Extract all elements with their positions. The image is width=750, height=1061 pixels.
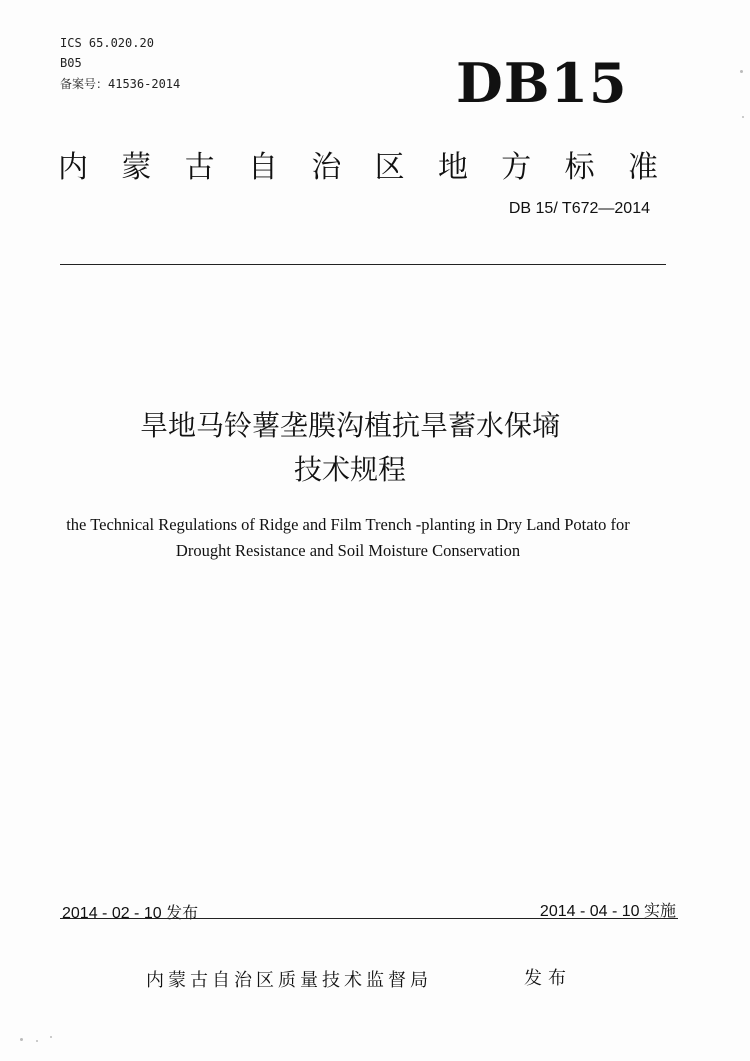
category-char: 蒙	[121, 150, 152, 185]
category-char: 自	[247, 150, 278, 185]
issue-date: 2014 - 02 - 10 发布	[62, 905, 199, 922]
scan-artifact	[36, 1040, 38, 1042]
standard-code-logo: DB15	[456, 51, 628, 115]
filing-number: 备案号：41536-2014	[60, 77, 181, 91]
scan-artifact	[20, 1038, 23, 1041]
implementation-date: 2014 - 04 - 10 实施	[539, 903, 676, 920]
category-char: 方	[501, 150, 532, 185]
english-title-line-2: Drought Resistance and Soil Moisture Conservation	[175, 541, 521, 560]
category-char: 治	[311, 150, 342, 185]
ics-code: ICS 65.020.20	[60, 36, 154, 50]
category-char: 地	[437, 150, 468, 185]
chinese-title-line-1: 旱地马铃薯垄膜沟植抗旱蓄水保墒	[139, 409, 560, 442]
bottom-divider	[60, 918, 678, 919]
category-char: 古	[184, 150, 215, 185]
chinese-title-line-2: 技术规程	[293, 453, 406, 486]
top-divider	[60, 264, 666, 265]
scan-artifact	[50, 1036, 52, 1038]
chinese-title	[0, 404, 700, 492]
scan-artifact	[740, 70, 743, 73]
category-char: 区	[374, 150, 405, 185]
english-title	[0, 512, 696, 564]
standard-number: DB 15/ T672—2014	[508, 200, 650, 217]
category-char: 内	[58, 150, 88, 185]
category-char: 准	[627, 150, 658, 185]
issuing-authority: 内蒙古自治区质量技术监督局	[146, 970, 432, 991]
release-label: 发布	[524, 968, 572, 989]
standard-category-heading	[58, 142, 658, 186]
category-char: 标	[564, 150, 595, 185]
english-title-line-1: the Technical Regulations of Ridge and Film Trench -planting in Dry Land Potato for	[66, 515, 630, 534]
scan-artifact	[742, 116, 744, 118]
ccs-code: B05	[60, 56, 82, 70]
